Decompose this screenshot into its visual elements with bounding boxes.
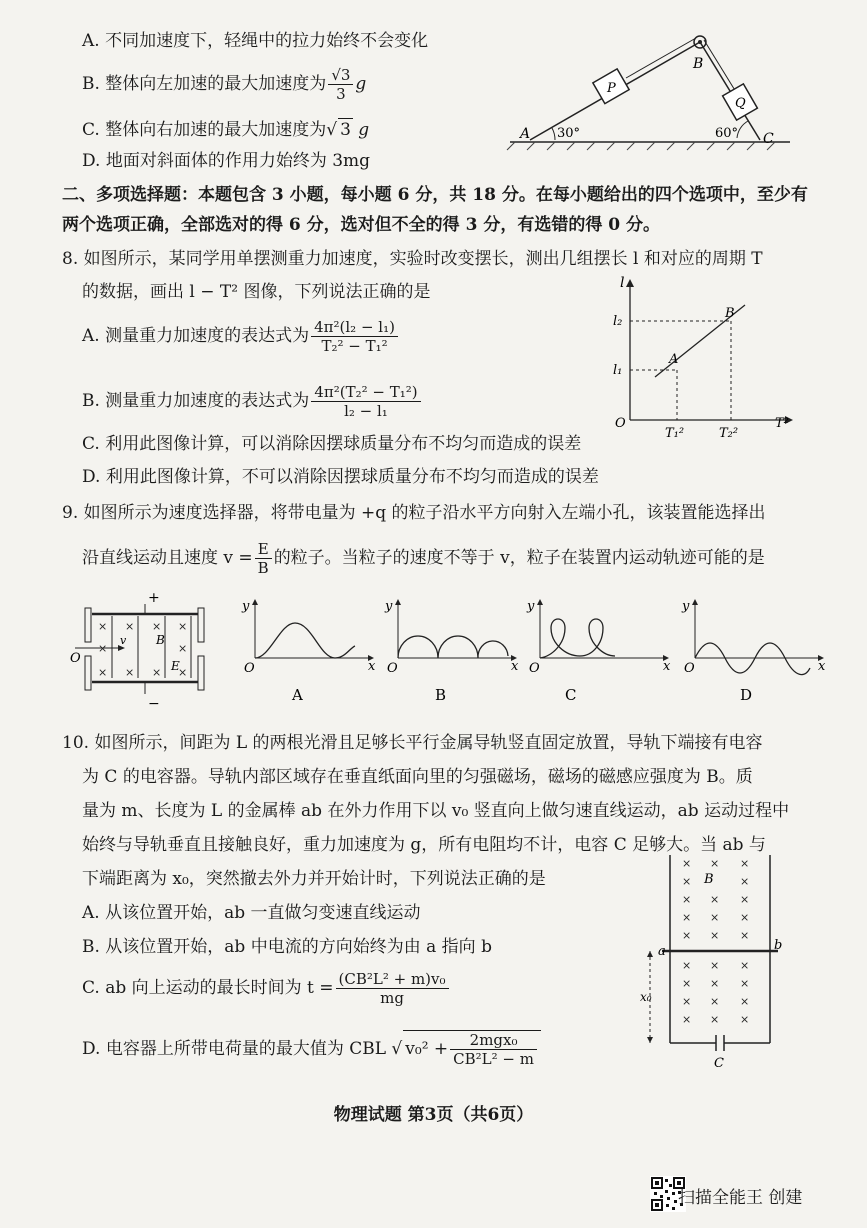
q7-block-p: P xyxy=(607,81,616,96)
q9-graph-d xyxy=(680,598,830,708)
svg-text:×: × xyxy=(152,620,162,633)
svg-text:×: × xyxy=(740,929,750,942)
q9-velocity-label: v xyxy=(120,634,127,647)
svg-text:×: × xyxy=(682,911,692,924)
svg-text:×: × xyxy=(740,995,750,1008)
q7-angle-30: 30° xyxy=(557,126,581,141)
q9-graph-a-label: A xyxy=(292,686,303,704)
q8-option-b: B. 测量重力加速度的表达式为 $\frac{\text{4π²(T₂² − T₁²)}}{\text{l₂ − l₁}}$ xyxy=(82,383,423,420)
q10-stem-line4: 始终与导轨垂直且接触良好，重力加速度为 g，所有电阻均不计，电容 C 足够大。当 ab 与 xyxy=(82,835,766,855)
q8-origin: O xyxy=(615,416,626,431)
q8-stem-line1: 8. 如图所示，某同学用单摆测重力加速度，实验时改变摆长，测出几组摆长 l 和对应的周期 T xyxy=(62,249,763,269)
q9-graph-d-y-label: y xyxy=(682,599,690,614)
q9-plus-terminal: + xyxy=(148,590,160,606)
q8-l-t2-graph xyxy=(605,275,805,445)
svg-text:×: × xyxy=(740,977,750,990)
svg-text:×: × xyxy=(740,911,750,924)
q7-label-c: C xyxy=(763,131,774,147)
q9-graph-a-x-label: x xyxy=(368,659,376,674)
q9-stem-line2: 沿直线运动且速度 v = $\frac{E}{B}$ 的粒子。当粒子的速度不等于 v，粒子在装置内运动轨迹可能的是 xyxy=(82,540,765,577)
q10-option-c: C. ab 向上运动的最长时间为 t = $\frac{\text{(CB²L² + m)v₀}}{mg}$ xyxy=(82,970,451,1007)
svg-text:×: × xyxy=(682,875,692,888)
q10-rail-figure xyxy=(640,855,790,1070)
q8-y-axis-label: l xyxy=(620,275,625,291)
q9-graph-c-y-label: y xyxy=(527,599,535,614)
q9-graph-a-origin: O xyxy=(244,661,255,676)
q10-option-b: B. 从该位置开始，ab 中电流的方向始终为由 a 指向 b xyxy=(82,937,492,957)
q9-graph-b-y-label: y xyxy=(385,599,393,614)
svg-text:×: × xyxy=(682,857,692,870)
q8-tick-l1: l₁ xyxy=(613,363,623,378)
section2-heading-line1: 二、多项选择题：本题包含 3 小题，每小题 6 分，共 18 分。在每小题给出的四个选项中，至少有 xyxy=(62,185,808,205)
q10-end-b: b xyxy=(774,938,783,953)
scanner-watermark: 扫描全能王 创建 xyxy=(678,1188,803,1208)
q10-option-a: A. 从该位置开始，ab 一直做匀变速直线运动 xyxy=(82,903,421,923)
q9-graph-b xyxy=(383,598,523,708)
svg-text:×: × xyxy=(98,642,108,655)
q7-option-c: C. 整体向右加速的最大加速度为√ 3 g xyxy=(82,120,370,140)
svg-text:×: × xyxy=(740,1013,750,1026)
svg-text:×: × xyxy=(682,995,692,1008)
svg-text:×: × xyxy=(682,977,692,990)
q8-tick-t1: T₁² xyxy=(665,426,685,441)
svg-text:×: × xyxy=(710,857,720,870)
q7-incline-figure xyxy=(505,10,805,160)
q8-tick-l2: l₂ xyxy=(613,314,623,329)
svg-text:×: × xyxy=(178,666,188,679)
svg-text:×: × xyxy=(710,929,720,942)
q7-block-q: Q xyxy=(735,96,746,111)
q9-origin-label: O xyxy=(70,651,81,666)
svg-text:×: × xyxy=(98,666,108,679)
q9-graph-a xyxy=(240,598,380,708)
q9-field-e-label: E xyxy=(171,659,180,673)
q10-stem-line2: 为 C 的电容器。导轨内部区域存在垂直纸面向里的匀强磁场，磁场的磁感应强度为 B。质 xyxy=(82,767,753,787)
q9-graph-c-label: C xyxy=(565,686,577,704)
q9-stem-line1: 9. 如图所示为速度选择器，将带电量为 +q 的粒子沿水平方向射入左端小孔，该装置能选择出 xyxy=(62,503,766,523)
q7-label-b: B xyxy=(693,56,704,72)
svg-text:×: × xyxy=(682,959,692,972)
q10-option-d: D. 电容器上所带电荷量的最大值为 CBL √ v₀² + $\frac{\text{2mgx₀}}{\text{CB²L² − m}}$ xyxy=(82,1030,541,1068)
svg-text:×: × xyxy=(710,995,720,1008)
svg-text:×: × xyxy=(710,1013,720,1026)
svg-text:×: × xyxy=(740,959,750,972)
q9-graph-b-x-label: x xyxy=(511,659,519,674)
q8-option-a: A. 测量重力加速度的表达式为 $\frac{\text{4π²(l₂ − l₁)}}{\text{T₂² − T₁²}}$ xyxy=(82,318,400,355)
q8-tick-t2: T₂² xyxy=(719,426,739,441)
page-footer: 物理试题 第3页（共6页） xyxy=(333,1105,534,1125)
q9-graph-d-origin: O xyxy=(684,661,695,676)
q8-option-c: C. 利用此图像计算，可以消除因摆球质量分布不均匀而造成的误差 xyxy=(82,434,582,454)
q8-x-axis-label: T² xyxy=(775,416,789,431)
svg-text:×: × xyxy=(710,977,720,990)
q9-minus-terminal: − xyxy=(148,696,160,712)
svg-text:×: × xyxy=(125,620,135,633)
q10-field-label: B xyxy=(704,872,714,887)
svg-text:×: × xyxy=(710,959,720,972)
q8-stem-line2: 的数据，画出 l − T² 图像，下列说法正确的是 xyxy=(82,282,431,302)
svg-text:×: × xyxy=(178,620,188,633)
q9-graph-d-label: D xyxy=(740,686,753,704)
q10-capacitor-label: C xyxy=(714,1056,724,1071)
q10-stem-line3: 量为 m、长度为 L 的金属棒 ab 在外力作用下以 v₀ 竖直向上做匀速直线运动，ab 运动过程中 xyxy=(82,801,790,821)
svg-text:×: × xyxy=(710,893,720,906)
svg-text:×: × xyxy=(178,642,188,655)
q9-graph-b-origin: O xyxy=(387,661,398,676)
svg-text:×: × xyxy=(152,666,162,679)
q7-option-a: A. 不同加速度下，轻绳中的拉力始终不会变化 xyxy=(82,31,429,51)
q8-option-d: D. 利用此图像计算，不可以消除因摆球质量分布不均匀而造成的误差 xyxy=(82,467,599,487)
svg-text:×: × xyxy=(682,1013,692,1026)
q9-graph-c xyxy=(525,598,675,708)
svg-text:×: × xyxy=(740,893,750,906)
q9-graph-b-label: B xyxy=(435,686,447,704)
svg-text:×: × xyxy=(98,620,108,633)
q9-graph-c-origin: O xyxy=(529,661,540,676)
q7-option-b: B. 整体向左加速的最大加速度为 $\frac{√3}{3}$ g xyxy=(82,66,367,103)
q10-stem-line5: 下端距离为 x₀，突然撤去外力并开始计时，下列说法正确的是 xyxy=(82,869,546,889)
q7-option-d: D. 地面对斜面体的作用力始终为 3mg xyxy=(82,151,371,171)
q7-angle-60: 60° xyxy=(715,126,739,141)
q9-graph-a-y-label: y xyxy=(242,599,250,614)
svg-text:×: × xyxy=(740,857,750,870)
q10-end-a: a xyxy=(658,944,666,959)
q9-field-b-label: B xyxy=(156,633,165,647)
q9-graph-c-x-label: x xyxy=(663,659,671,674)
q7-label-a: A xyxy=(520,126,531,142)
q8-point-a: A xyxy=(669,352,679,367)
q10-stem-line1: 10. 如图所示，间距为 L 的两根光滑且足够长平行金属导轨竖直固定放置，导轨下端接有电容 xyxy=(62,733,763,753)
svg-text:×: × xyxy=(682,893,692,906)
q9-graph-d-x-label: x xyxy=(818,659,826,674)
svg-text:×: × xyxy=(710,911,720,924)
q10-x0-label: x₀ xyxy=(640,990,652,1004)
svg-text:×: × xyxy=(125,666,135,679)
section2-heading-line2: 两个选项正确，全部选对的得 6 分，选对但不全的得 3 分，有选错的得 0 分。 xyxy=(62,215,660,235)
svg-text:×: × xyxy=(740,875,750,888)
q9-velocity-selector-figure xyxy=(70,590,230,720)
q8-point-b: B xyxy=(725,306,735,321)
svg-text:×: × xyxy=(682,929,692,942)
